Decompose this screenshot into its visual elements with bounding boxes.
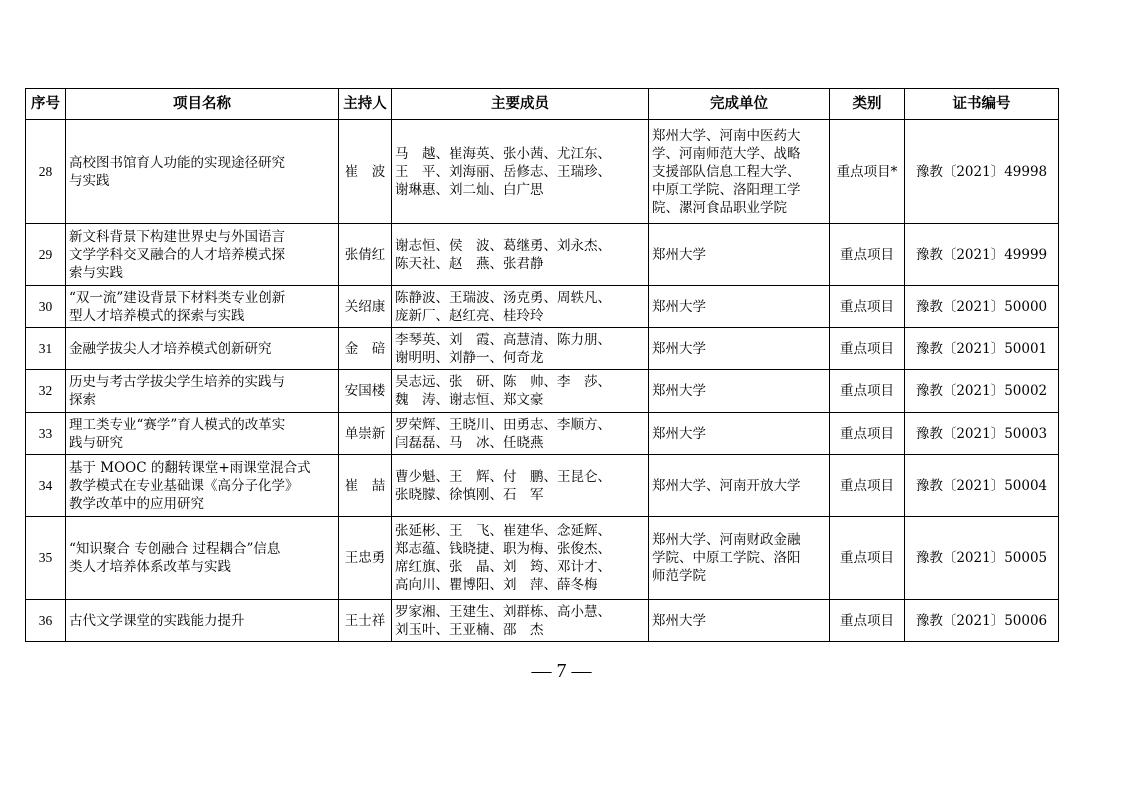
cell-cert-number: 豫教〔2021〕50000 xyxy=(905,286,1059,328)
cell-host: 王士祥 xyxy=(339,600,392,642)
cell-project-name: “知识聚合 专创融合 过程耦合”信息 类人才培养体系改革与实践 xyxy=(66,517,339,600)
cell-unit: 郑州大学 xyxy=(649,286,830,328)
cell-seq: 29 xyxy=(26,224,66,286)
cell-host: 金 碚 xyxy=(339,328,392,370)
cell-cert-number: 豫教〔2021〕49999 xyxy=(905,224,1059,286)
cell-members: 陈静波、王瑞波、汤克勇、周轶凡、 庞新厂、赵红亮、桂玲玲 xyxy=(392,286,649,328)
header-seq: 序号 xyxy=(26,89,66,120)
cell-host: 单崇新 xyxy=(339,413,392,455)
table-row xyxy=(26,517,1059,600)
cell-cert-number: 豫教〔2021〕50003 xyxy=(905,413,1059,455)
table-row xyxy=(26,455,1059,517)
cell-unit: 郑州大学 xyxy=(649,328,830,370)
cell-members: 吴志远、张 研、陈 帅、李 莎、 魏 涛、谢志恒、郑文豪 xyxy=(392,370,649,413)
cell-category: 重点项目 xyxy=(830,600,905,642)
cell-unit: 郑州大学 xyxy=(649,370,830,413)
cell-project-name: 理工类专业“赛学”育人模式的改革实 践与研究 xyxy=(66,413,339,455)
cell-project-name: 金融学拔尖人才培养模式创新研究 xyxy=(66,328,339,370)
cell-unit: 郑州大学、河南开放大学 xyxy=(649,455,830,517)
cell-members: 罗荣辉、王晓川、田勇志、李顺方、 闫磊磊、马 冰、任晓燕 xyxy=(392,413,649,455)
cell-project-name: 新文科背景下构建世界史与外国语言 文学学科交叉融合的人才培养模式探 索与实践 xyxy=(66,224,339,286)
header-members: 主要成员 xyxy=(392,89,649,120)
table-row xyxy=(26,328,1059,370)
cell-unit: 郑州大学 xyxy=(649,413,830,455)
cell-category: 重点项目 xyxy=(830,517,905,600)
cell-seq: 30 xyxy=(26,286,66,328)
header-unit: 完成单位 xyxy=(649,89,830,120)
cell-project-name: 高校图书馆育人功能的实现途径研究 与实践 xyxy=(66,120,339,224)
table-row xyxy=(26,224,1059,286)
table-row xyxy=(26,286,1059,328)
cell-cert-number: 豫教〔2021〕50001 xyxy=(905,328,1059,370)
cell-category: 重点项目* xyxy=(830,120,905,224)
cell-members: 罗家湘、王建生、刘群栋、高小慧、 刘玉叶、王亚楠、邵 杰 xyxy=(392,600,649,642)
page-number: — 7 — xyxy=(531,660,592,682)
cell-host: 安国楼 xyxy=(339,370,392,413)
table-header xyxy=(26,89,1059,120)
cell-host: 崔 波 xyxy=(339,120,392,224)
cell-cert-number: 豫教〔2021〕50002 xyxy=(905,370,1059,413)
table-row xyxy=(26,600,1059,642)
cell-members: 谢志恒、侯 波、葛继勇、刘永杰、 陈天社、赵 燕、张君静 xyxy=(392,224,649,286)
cell-cert-number: 豫教〔2021〕50004 xyxy=(905,455,1059,517)
cell-seq: 33 xyxy=(26,413,66,455)
cell-cert-number: 豫教〔2021〕49998 xyxy=(905,120,1059,224)
cell-category: 重点项目 xyxy=(830,224,905,286)
cell-seq: 35 xyxy=(26,517,66,600)
header-project-name: 项目名称 xyxy=(66,89,339,120)
cell-seq: 28 xyxy=(26,120,66,224)
cell-unit: 郑州大学、河南财政金融 学院、中原工学院、洛阳 师范学院 xyxy=(649,517,830,600)
cell-seq: 36 xyxy=(26,600,66,642)
cell-members: 马 越、崔海英、张小茜、尤江东、 王 平、刘海丽、岳修志、王瑞珍、 谢琳惠、刘二灿、白广思 xyxy=(392,120,649,224)
cell-category: 重点项目 xyxy=(830,455,905,517)
cell-unit: 郑州大学 xyxy=(649,224,830,286)
cell-seq: 34 xyxy=(26,455,66,517)
table-row xyxy=(26,370,1059,413)
cell-unit: 郑州大学、河南中医药大 学、河南师范大学、战略 支援部队信息工程大学、 中原工学院、洛阳理工学 院、漯河食品职业学院 xyxy=(649,120,830,224)
cell-host: 王忠勇 xyxy=(339,517,392,600)
cell-project-name: 古代文学课堂的实践能力提升 xyxy=(66,600,339,642)
header-host: 主持人 xyxy=(339,89,392,120)
cell-members: 曹少魁、王 辉、付 鹏、王昆仑、 张晓朦、徐慎刚、石 军 xyxy=(392,455,649,517)
cell-category: 重点项目 xyxy=(830,413,905,455)
table-row xyxy=(26,413,1059,455)
table-row xyxy=(26,120,1059,224)
cell-cert-number: 豫教〔2021〕50006 xyxy=(905,600,1059,642)
cell-host: 张倩红 xyxy=(339,224,392,286)
header-cert-number: 证书编号 xyxy=(905,89,1059,120)
cell-members: 李琴英、刘 霞、高慧清、陈力朋、 谢明明、刘静一、何奇龙 xyxy=(392,328,649,370)
cell-members: 张延彬、王 飞、崔建华、念延辉、 郑志蕴、钱晓捷、职为梅、张俊杰、 席红旗、张 晶、刘 筠、邓计才、 高向川、瞿博阳、刘 萍、薛冬梅 xyxy=(392,517,649,600)
cell-seq: 32 xyxy=(26,370,66,413)
cell-host: 关绍康 xyxy=(339,286,392,328)
cell-category: 重点项目 xyxy=(830,286,905,328)
cell-project-name: 历史与考古学拔尖学生培养的实践与 探索 xyxy=(66,370,339,413)
header-category: 类别 xyxy=(830,89,905,120)
cell-category: 重点项目 xyxy=(830,328,905,370)
cell-project-name: 基于 MOOC 的翻转课堂+雨课堂混合式 教学模式在专业基础课《高分子化学》 教学改革中的应用研究 xyxy=(66,455,339,517)
cell-unit: 郑州大学 xyxy=(649,600,830,642)
awards-table xyxy=(25,88,1059,642)
cell-project-name: “双一流”建设背景下材料类专业创新 型人才培养模式的探索与实践 xyxy=(66,286,339,328)
cell-category: 重点项目 xyxy=(830,370,905,413)
cell-cert-number: 豫教〔2021〕50005 xyxy=(905,517,1059,600)
cell-seq: 31 xyxy=(26,328,66,370)
cell-host: 崔 喆 xyxy=(339,455,392,517)
